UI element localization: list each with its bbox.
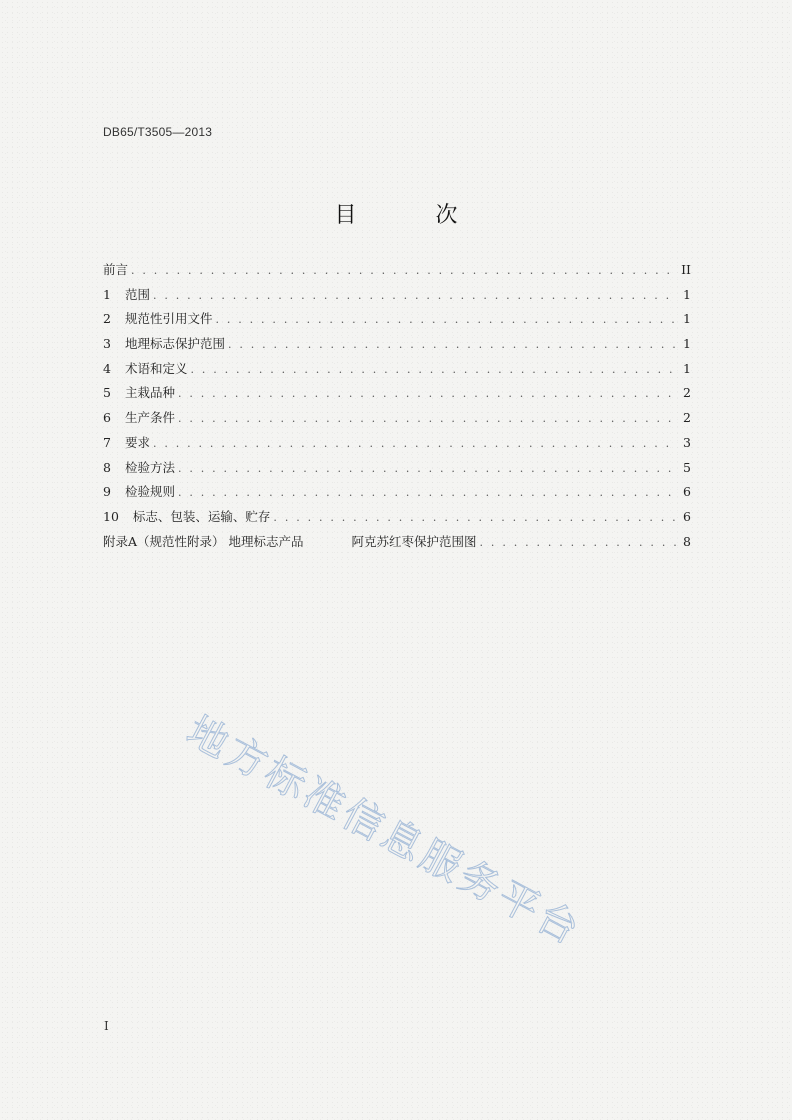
toc-item-page: 3 [683, 434, 691, 450]
toc-item-page: 2 [683, 410, 691, 426]
toc-item-label: 前言 [103, 262, 129, 277]
toc-item-label: 9 检验规则 [103, 484, 175, 500]
toc-item-page: 5 [683, 459, 691, 475]
toc-item-label: 3 地理标志保护范围 [103, 336, 225, 352]
toc-item-page: 2 [683, 385, 691, 401]
toc-item-page: 6 [683, 508, 691, 524]
toc-item-label: 7 要求 [103, 434, 150, 450]
toc-leader-dots [190, 363, 678, 376]
toc-item-terms-definitions[interactable] [103, 359, 691, 384]
toc-item-label: 8 检验方法 [103, 459, 175, 475]
toc-item-page: 1 [683, 311, 691, 327]
toc-item-normative-references[interactable] [103, 309, 691, 334]
toc-item-page: II [681, 262, 691, 277]
toc-item-page: 1 [683, 336, 691, 352]
toc-item-annex-a[interactable] [103, 532, 691, 557]
toc-leader-dots [215, 313, 678, 326]
toc-item-label: 10 标志、包装、运输、贮存 [103, 508, 271, 524]
toc-leader-dots [273, 511, 678, 524]
toc-item-marking-packaging[interactable] [103, 507, 691, 532]
toc-item-main-varieties[interactable] [103, 383, 691, 408]
toc-item-page: 6 [683, 484, 691, 500]
toc-item-label: 5 主栽品种 [103, 385, 175, 401]
toc-list [103, 260, 691, 556]
toc-item-scope[interactable] [103, 285, 691, 310]
toc-leader-dots [153, 289, 678, 302]
toc-item-requirements[interactable] [103, 433, 691, 458]
toc-item-test-methods[interactable] [103, 458, 691, 483]
toc-item-label: 1 范围 [103, 286, 150, 302]
toc-leader-dots [131, 264, 678, 277]
toc-item-label: 2 规范性引用文件 [103, 311, 213, 327]
toc-item-label: 附录A（规范性附录） 地理标志产品 阿克苏红枣保护范围图 [103, 533, 477, 549]
toc-item-page: 8 [683, 533, 691, 549]
toc-leader-dots [178, 462, 678, 475]
document-code: DB65/T3505—2013 [103, 125, 213, 139]
watermark: 地方标准信息服务平台 [179, 707, 590, 956]
toc-leader-dots [228, 338, 678, 351]
toc-item-label: 4 术语和定义 [103, 360, 188, 376]
toc-leader-dots [178, 486, 678, 499]
toc-item-foreword[interactable] [103, 260, 691, 285]
toc-item-protection-scope[interactable] [103, 334, 691, 359]
toc-title: 目 次 [334, 203, 494, 228]
toc-leader-dots [480, 536, 678, 549]
toc-leader-dots [178, 387, 678, 400]
toc-item-production-conditions[interactable] [103, 408, 691, 433]
toc-leader-dots [153, 437, 678, 450]
toc-leader-dots [178, 412, 678, 425]
toc-item-label: 6 生产条件 [103, 410, 175, 426]
toc-item-page: 1 [683, 360, 691, 376]
toc-item-page: 1 [683, 286, 691, 302]
page-number: I [104, 1019, 109, 1033]
toc-item-inspection-rules[interactable] [103, 482, 691, 507]
